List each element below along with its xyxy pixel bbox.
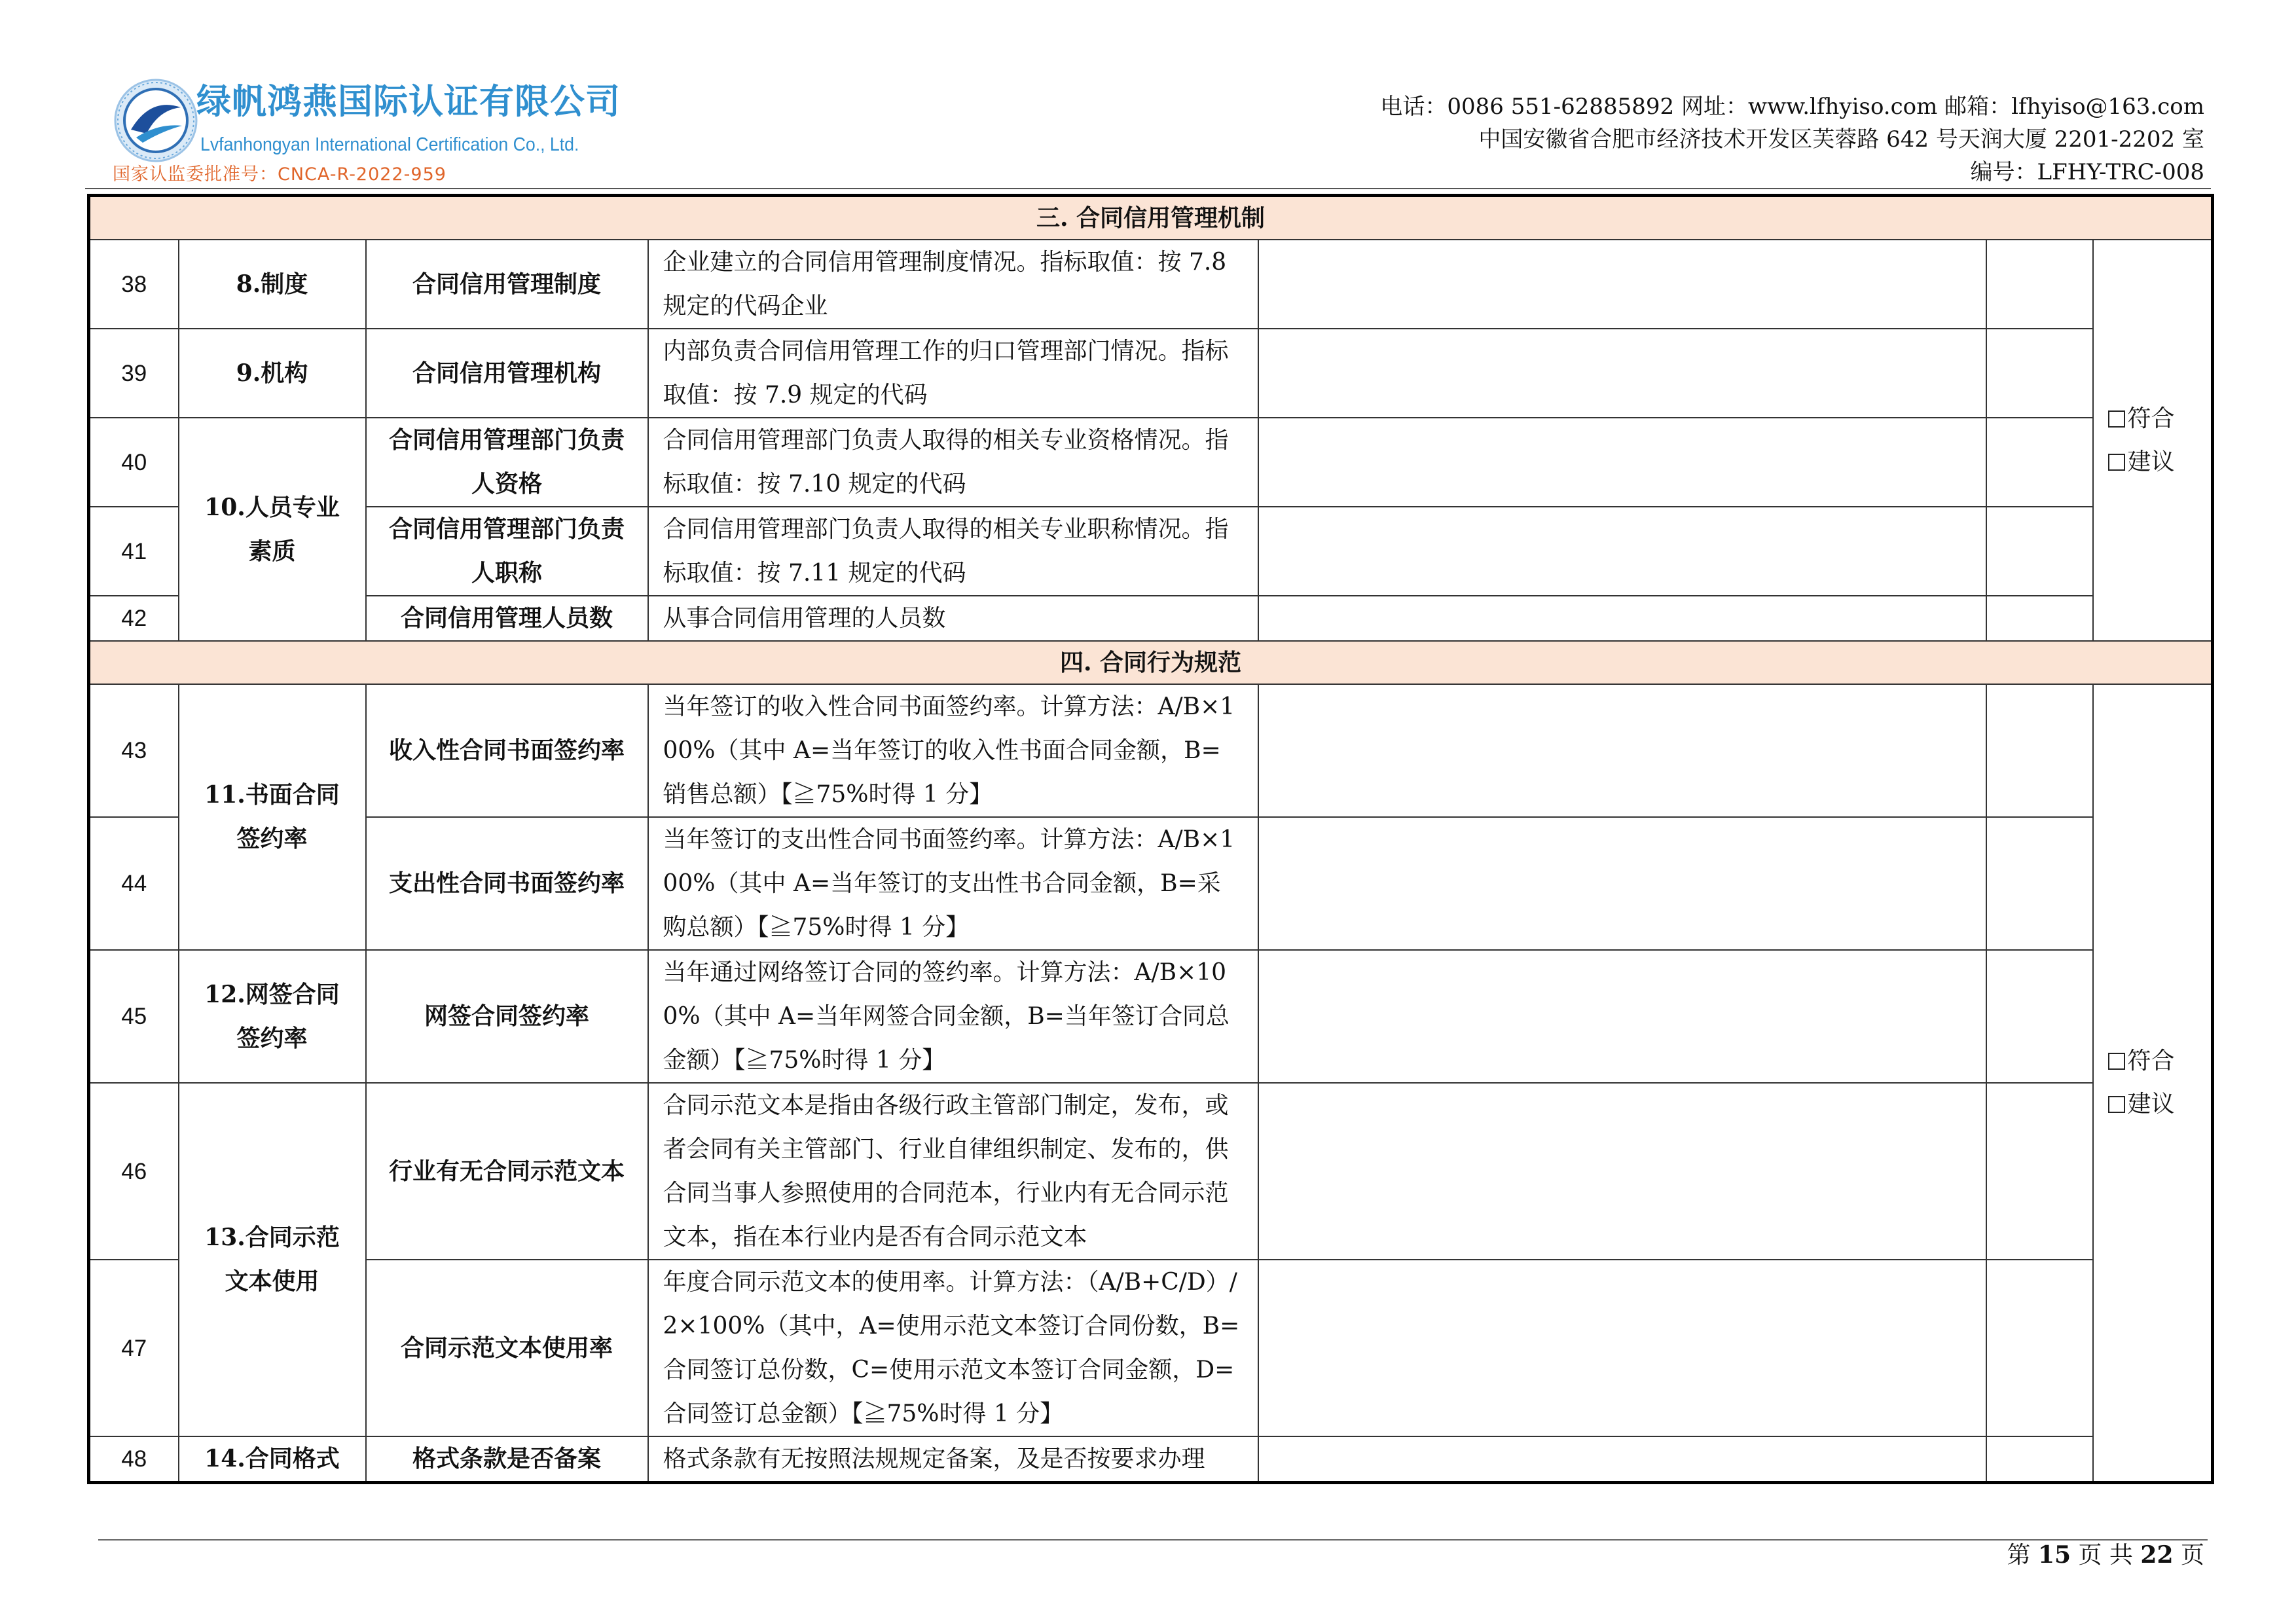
row-number: 44 [89,817,179,950]
page-current: 15 [2037,1541,2071,1569]
table-row [89,817,2213,950]
table-row [89,329,2213,418]
conform-option[interactable] [2108,1040,2197,1083]
section-title: 三. 合同信用管理机制 [89,196,2213,240]
score-cell[interactable] [1986,596,2093,641]
page-total: 22 [2140,1541,2174,1569]
indicator-description: 合同信用管理部门负责人取得的相关专业资格情况。指标取值：按 7.10 规定的代码 [648,418,1258,507]
indicator-name: 合同信用管理人员数 [366,596,648,641]
company-logo-icon [113,77,199,164]
row-number: 40 [89,418,179,507]
approval-number: 国家认监委批准号：CNCA-R-2022-959 [113,164,446,185]
evidence-cell[interactable] [1258,1083,1986,1260]
footer-divider [98,1539,2208,1541]
indicator-name: 支出性合同书面签约率 [366,817,648,950]
evidence-cell[interactable] [1258,507,1986,596]
score-cell[interactable] [1986,950,2093,1083]
evidence-cell[interactable] [1258,817,1986,950]
row-number: 46 [89,1083,179,1260]
row-number: 39 [89,329,179,418]
evidence-cell[interactable] [1258,684,1986,817]
evaluation-table [87,194,2214,1484]
row-number: 48 [89,1436,179,1483]
score-cell[interactable] [1986,240,2093,329]
evidence-cell[interactable] [1258,418,1986,507]
company-name-cn: 绿帆鸿燕国际认证有限公司 [196,82,621,122]
category-cell: 8.制度 [179,240,366,329]
page-prefix: 第 [2007,1542,2031,1569]
row-number: 45 [89,950,179,1083]
indicator-name: 合同信用管理机构 [366,329,648,418]
score-cell[interactable] [1986,418,2093,507]
category-cell: 14.合同格式 [179,1436,366,1483]
score-cell[interactable] [1986,507,2093,596]
judgement-cell [2093,684,2213,1483]
score-cell[interactable] [1986,684,2093,817]
checkbox-icon[interactable] [2108,454,2125,471]
evidence-cell[interactable] [1258,1260,1986,1436]
indicator-name: 合同示范文本使用率 [366,1260,648,1436]
table-row [89,1083,2213,1260]
section-title: 四. 合同行为规范 [89,641,2213,684]
table-row [89,596,2213,641]
evidence-cell[interactable] [1258,950,1986,1083]
row-number: 41 [89,507,179,596]
indicator-name: 合同信用管理制度 [366,240,648,329]
table-row [89,507,2213,596]
score-cell[interactable] [1986,1436,2093,1483]
indicator-description: 当年签订的支出性合同书面签约率。计算方法：A/B×100%（其中 A=当年签订的支出性书合同金额，B=采购总额）【≧75%时得 1 分】 [648,817,1258,950]
category-cell: 12.网签合同签约率 [179,950,366,1083]
checkbox-icon[interactable] [2108,410,2125,428]
indicator-description: 当年通过网络签订合同的签约率。计算方法：A/B×100%（其中 A=当年网签合同金额，B=当年签订合同总金额）【≧75%时得 1 分】 [648,950,1258,1083]
indicator-description: 合同信用管理部门负责人取得的相关专业职称情况。指标取值：按 7.11 规定的代码 [648,507,1258,596]
page-suffix: 页 [2180,1542,2204,1569]
section-header-row [89,641,2213,684]
indicator-name: 格式条款是否备案 [366,1436,648,1483]
score-cell[interactable] [1986,329,2093,418]
suggest-option[interactable] [2108,1083,2197,1126]
section-header-row [89,196,2213,240]
row-number: 47 [89,1260,179,1436]
category-cell: 9.机构 [179,329,366,418]
category-cell: 10.人员专业素质 [179,418,366,641]
suggest-option[interactable] [2108,441,2197,484]
contact-line: 电话：0086 551-62885892 网址：www.lfhyiso.com 邮箱：lfhyiso@163.com [1380,94,2204,120]
suggest-label: 建议 [2127,448,2175,475]
table-row [89,950,2213,1083]
indicator-description: 合同示范文本是指由各级行政主管部门制定，发布，或者会同有关主管部门、行业自律组织制定、发布的，供合同当事人参照使用的合同范本，行业内有无合同示范文本，指在本行业内是否有合同示范文本 [648,1083,1258,1260]
table-row [89,1436,2213,1483]
indicator-name: 合同信用管理部门负责人资格 [366,418,648,507]
row-number: 43 [89,684,179,817]
indicator-name: 合同信用管理部门负责人职称 [366,507,648,596]
header-divider [85,188,2211,189]
checkbox-icon[interactable] [2108,1053,2125,1070]
score-cell[interactable] [1986,1260,2093,1436]
contact-block [1380,90,2204,189]
conform-option[interactable] [2108,397,2197,441]
category-cell: 11.书面合同签约率 [179,684,366,950]
evidence-cell[interactable] [1258,240,1986,329]
indicator-description: 内部负责合同信用管理工作的归口管理部门情况。指标取值：按 7.9 规定的代码 [648,329,1258,418]
indicator-description: 当年签订的收入性合同书面签约率。计算方法：A/B×100%（其中 A=当年签订的收入性书面合同金额，B=销售总额）【≧75%时得 1 分】 [648,684,1258,817]
conform-label: 符合 [2127,405,2175,432]
score-cell[interactable] [1986,1083,2093,1260]
indicator-description: 企业建立的合同信用管理制度情况。指标取值：按 7.8 规定的代码企业 [648,240,1258,329]
indicator-description: 格式条款有无按照法规规定备案，及是否按要求办理 [648,1436,1258,1483]
evidence-cell[interactable] [1258,596,1986,641]
indicator-description: 年度合同示范文本的使用率。计算方法：（A/B+C/D）/2×100%（其中，A=使用示范文本签订合同份数，B=合同签订总份数，C=使用示范文本签订合同金额，D=合同签订总金额）【≧75%时得 1 分】 [648,1260,1258,1436]
table-row [89,240,2213,329]
category-cell: 13.合同示范文本使用 [179,1083,366,1436]
document-code: 编号：LFHY-TRC-008 [1970,159,2204,185]
checkbox-icon[interactable] [2108,1096,2125,1113]
judgement-cell [2093,240,2213,641]
row-number: 38 [89,240,179,329]
evidence-cell[interactable] [1258,329,1986,418]
indicator-name: 收入性合同书面签约率 [366,684,648,817]
table-row [89,418,2213,507]
indicator-description: 从事合同信用管理的人员数 [648,596,1258,641]
suggest-label: 建议 [2127,1091,2175,1118]
address-line: 中国安徽省合肥市经济技术开发区芙蓉路 642 号天润大厦 2201-2202 室 [1478,126,2204,153]
page-mid: 页 共 [2078,1542,2133,1569]
table-row [89,684,2213,817]
indicator-name: 行业有无合同示范文本 [366,1083,648,1260]
indicator-name: 网签合同签约率 [366,950,648,1083]
evidence-cell[interactable] [1258,1436,1986,1483]
table-row [89,1260,2213,1436]
company-name-en: Lvfanhongyan International Certification Co., Ltd. [200,134,579,155]
conform-label: 符合 [2127,1048,2175,1074]
score-cell[interactable] [1986,817,2093,950]
row-number: 42 [89,596,179,641]
page-number [2007,1535,2204,1575]
